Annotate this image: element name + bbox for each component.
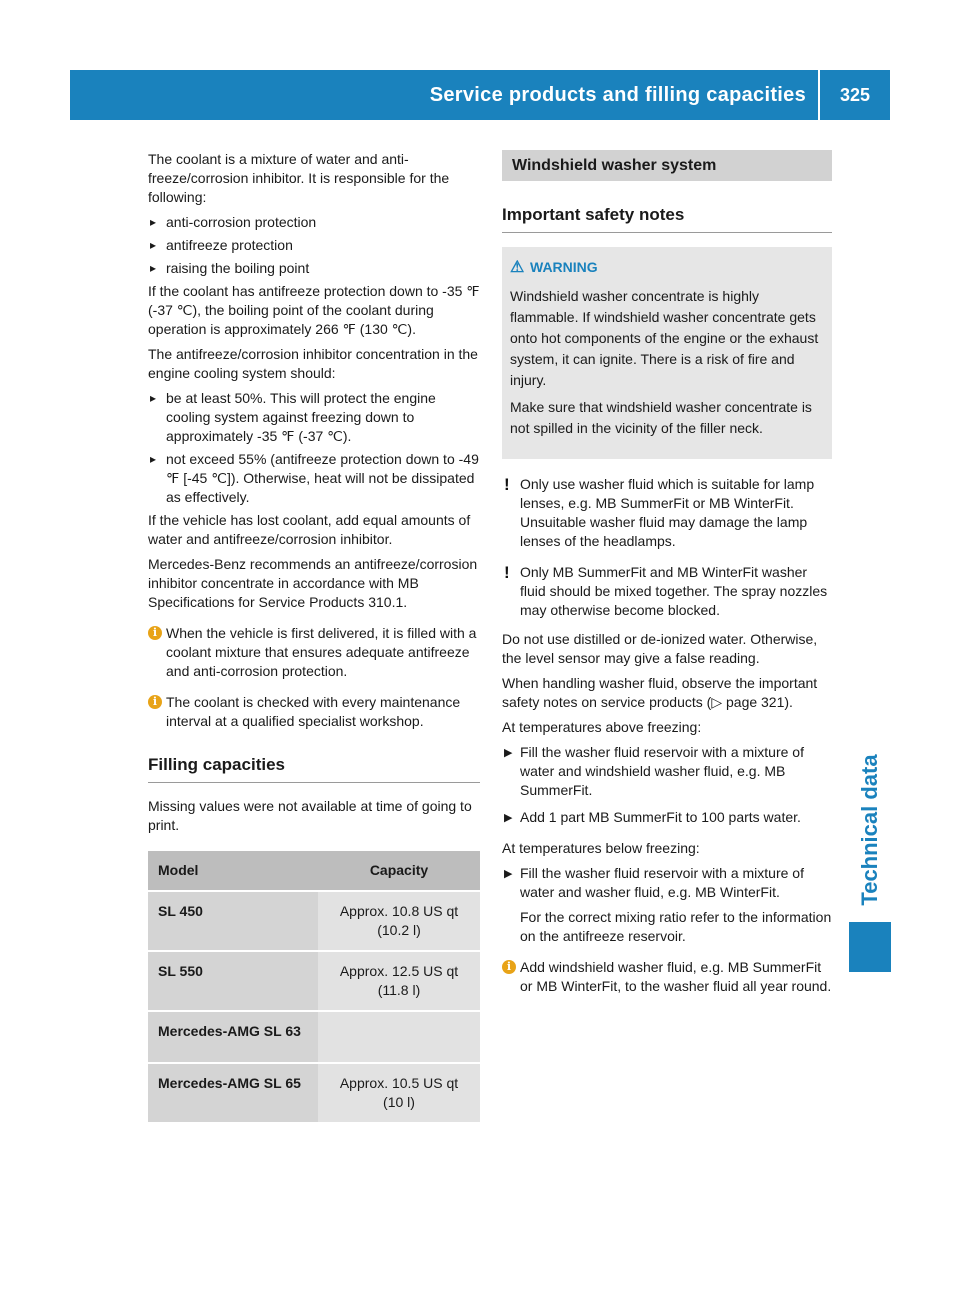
action-step: ▶ Add 1 part MB SummerFit to 100 parts water. <box>502 808 832 827</box>
column-header-capacity: Capacity <box>318 851 480 890</box>
model-cell: Mercedes-AMG SL 63 <box>148 1012 318 1062</box>
left-column <box>148 150 480 1124</box>
model-cell: SL 450 <box>148 892 318 950</box>
column-header-model: Model <box>148 851 318 890</box>
right-column <box>502 150 832 1006</box>
list-item: ▸ raising the boiling point <box>148 259 480 278</box>
warning-triangle-icon: ⚠ <box>510 259 525 276</box>
page-number: 325 <box>839 85 871 105</box>
info-icon: i <box>502 960 516 974</box>
side-tab-marker <box>849 922 891 972</box>
info-note <box>148 624 480 681</box>
info-icon: i <box>148 626 162 640</box>
below-freezing-label: At temperatures below freezing: <box>502 840 700 856</box>
table-row <box>148 1064 480 1122</box>
warning-title <box>510 257 824 278</box>
warning-title-text: WARNING <box>530 259 598 275</box>
table-row <box>148 952 480 1010</box>
side-tab <box>849 720 891 940</box>
filling-capacities-heading: Filling capacities <box>148 741 480 783</box>
note-text: When the vehicle is first delivered, it is filled with a coolant mixture that ensures adequate antifreeze and anti-corrosion protection. <box>166 625 477 679</box>
caution-note <box>502 563 832 620</box>
caution-note <box>502 475 832 551</box>
model-cell: Mercedes-AMG SL 65 <box>148 1064 318 1122</box>
list-item: ▸ be at least 50%. This will protect the engine cooling system against freezing down to approximately -35 ℉ (-37 ℃). <box>148 389 480 446</box>
distilled-water-paragraph: Do not use distilled or de-ionized water. Otherwise, the level sensor may give a false reading. <box>502 631 818 666</box>
info-icon: i <box>148 695 162 709</box>
antifreeze-paragraph: If the coolant has antifreeze protection down to -35 ℉ (-37 ℃), the boiling point of the coolant during operation is approximately 266 ℉ (130 ℃). <box>148 283 480 337</box>
concentration-list <box>148 389 480 507</box>
warning-box <box>502 247 832 459</box>
section-title: Windshield washer system <box>502 150 832 181</box>
intro-text: The coolant is a mixture of water and anti-freeze/corrosion inhibitor. It is responsible for the following: <box>148 151 450 205</box>
capacity-table <box>148 849 480 1124</box>
capacity-cell: Approx. 10.5 US qt (10 l) <box>318 1064 480 1122</box>
action-step: ▶ Fill the washer fluid reservoir with a mixture of water and windshield washer fluid, e.g. MB SummerFit. <box>502 743 832 800</box>
model-cell: SL 550 <box>148 952 318 1010</box>
action-text: Fill the washer fluid reservoir with a mixture of water and washer fluid, e.g. MB WinterFit. <box>520 865 804 900</box>
warning-text: Windshield washer concentrate is highly flammable. If windshield washer concentrate gets onto hot components of the engine or the exhaust system, it can ignite. There is a risk of fire and injury. <box>510 288 819 388</box>
missing-values-note: Missing values were not available at time of going to print. <box>148 798 472 833</box>
page-reference-link[interactable]: (▷ page 321). <box>706 694 793 710</box>
list-item: ▸ not exceed 55% (antifreeze protection down to -49 ℉ [-45 ℃]). Otherwise, heat will not be dissipated as effectively. <box>148 450 480 507</box>
info-note <box>502 958 832 996</box>
caution-text: Only use washer fluid which is suitable for lamp lenses, e.g. MB SummerFit or MB WinterFit. Unsuitable washer fluid may damage the lamp lenses of the headlamps. <box>520 476 815 549</box>
note-text: Add windshield washer fluid, e.g. MB SummerFit or MB WinterFit, to the washer fluid all year round. <box>520 959 832 994</box>
note-text: The coolant is checked with every maintenance interval at a qualified specialist workshop. <box>166 694 461 729</box>
page-title: Service products and filling capacities <box>430 70 820 120</box>
recommendation-paragraph: Mercedes-Benz recommends an antifreeze/corrosion inhibitor concentrate in accordance with MB Specifications for Service Products 310.1. <box>148 556 478 610</box>
concentration-paragraph: The antifreeze/corrosion inhibitor concentration in the engine cooling system should: <box>148 346 478 381</box>
above-freezing-label: At temperatures above freezing: <box>502 719 702 735</box>
handling-paragraph <box>502 674 832 712</box>
lost-coolant-paragraph: If the vehicle has lost coolant, add equal amounts of water and antifreeze/corrosion inhibitor. <box>148 512 471 547</box>
capacity-cell: Approx. 12.5 US qt (11.8 l) <box>318 952 480 1010</box>
safety-notes-heading: Important safety notes <box>502 191 832 233</box>
table-header-row <box>148 851 480 890</box>
side-tab-label: Technical data <box>857 754 882 906</box>
handling-text: When handling washer fluid, observe the important safety notes on service products <box>502 675 818 710</box>
list-item: ▸ antifreeze protection <box>148 236 480 255</box>
coolant-functions-list <box>148 213 480 278</box>
action-step <box>502 864 832 946</box>
exclamation-icon: ! <box>504 475 510 494</box>
exclamation-icon: ! <box>504 563 510 582</box>
capacity-cell <box>318 1012 480 1062</box>
warning-text: Make sure that windshield washer concentrate is not spilled in the vicinity of the filler neck. <box>510 399 812 436</box>
capacity-cell: Approx. 10.8 US qt (10.2 l) <box>318 892 480 950</box>
table-row <box>148 1012 480 1062</box>
caution-text: Only MB SummerFit and MB WinterFit washer fluid should be mixed together. The spray nozzles may otherwise become blocked. <box>520 564 828 618</box>
table-row <box>148 892 480 950</box>
page-header <box>70 70 890 120</box>
action-subtext: For the correct mixing ratio refer to the information on the antifreeze reservoir. <box>520 909 832 944</box>
info-note <box>148 693 480 731</box>
list-item: ▸ anti-corrosion protection <box>148 213 480 232</box>
